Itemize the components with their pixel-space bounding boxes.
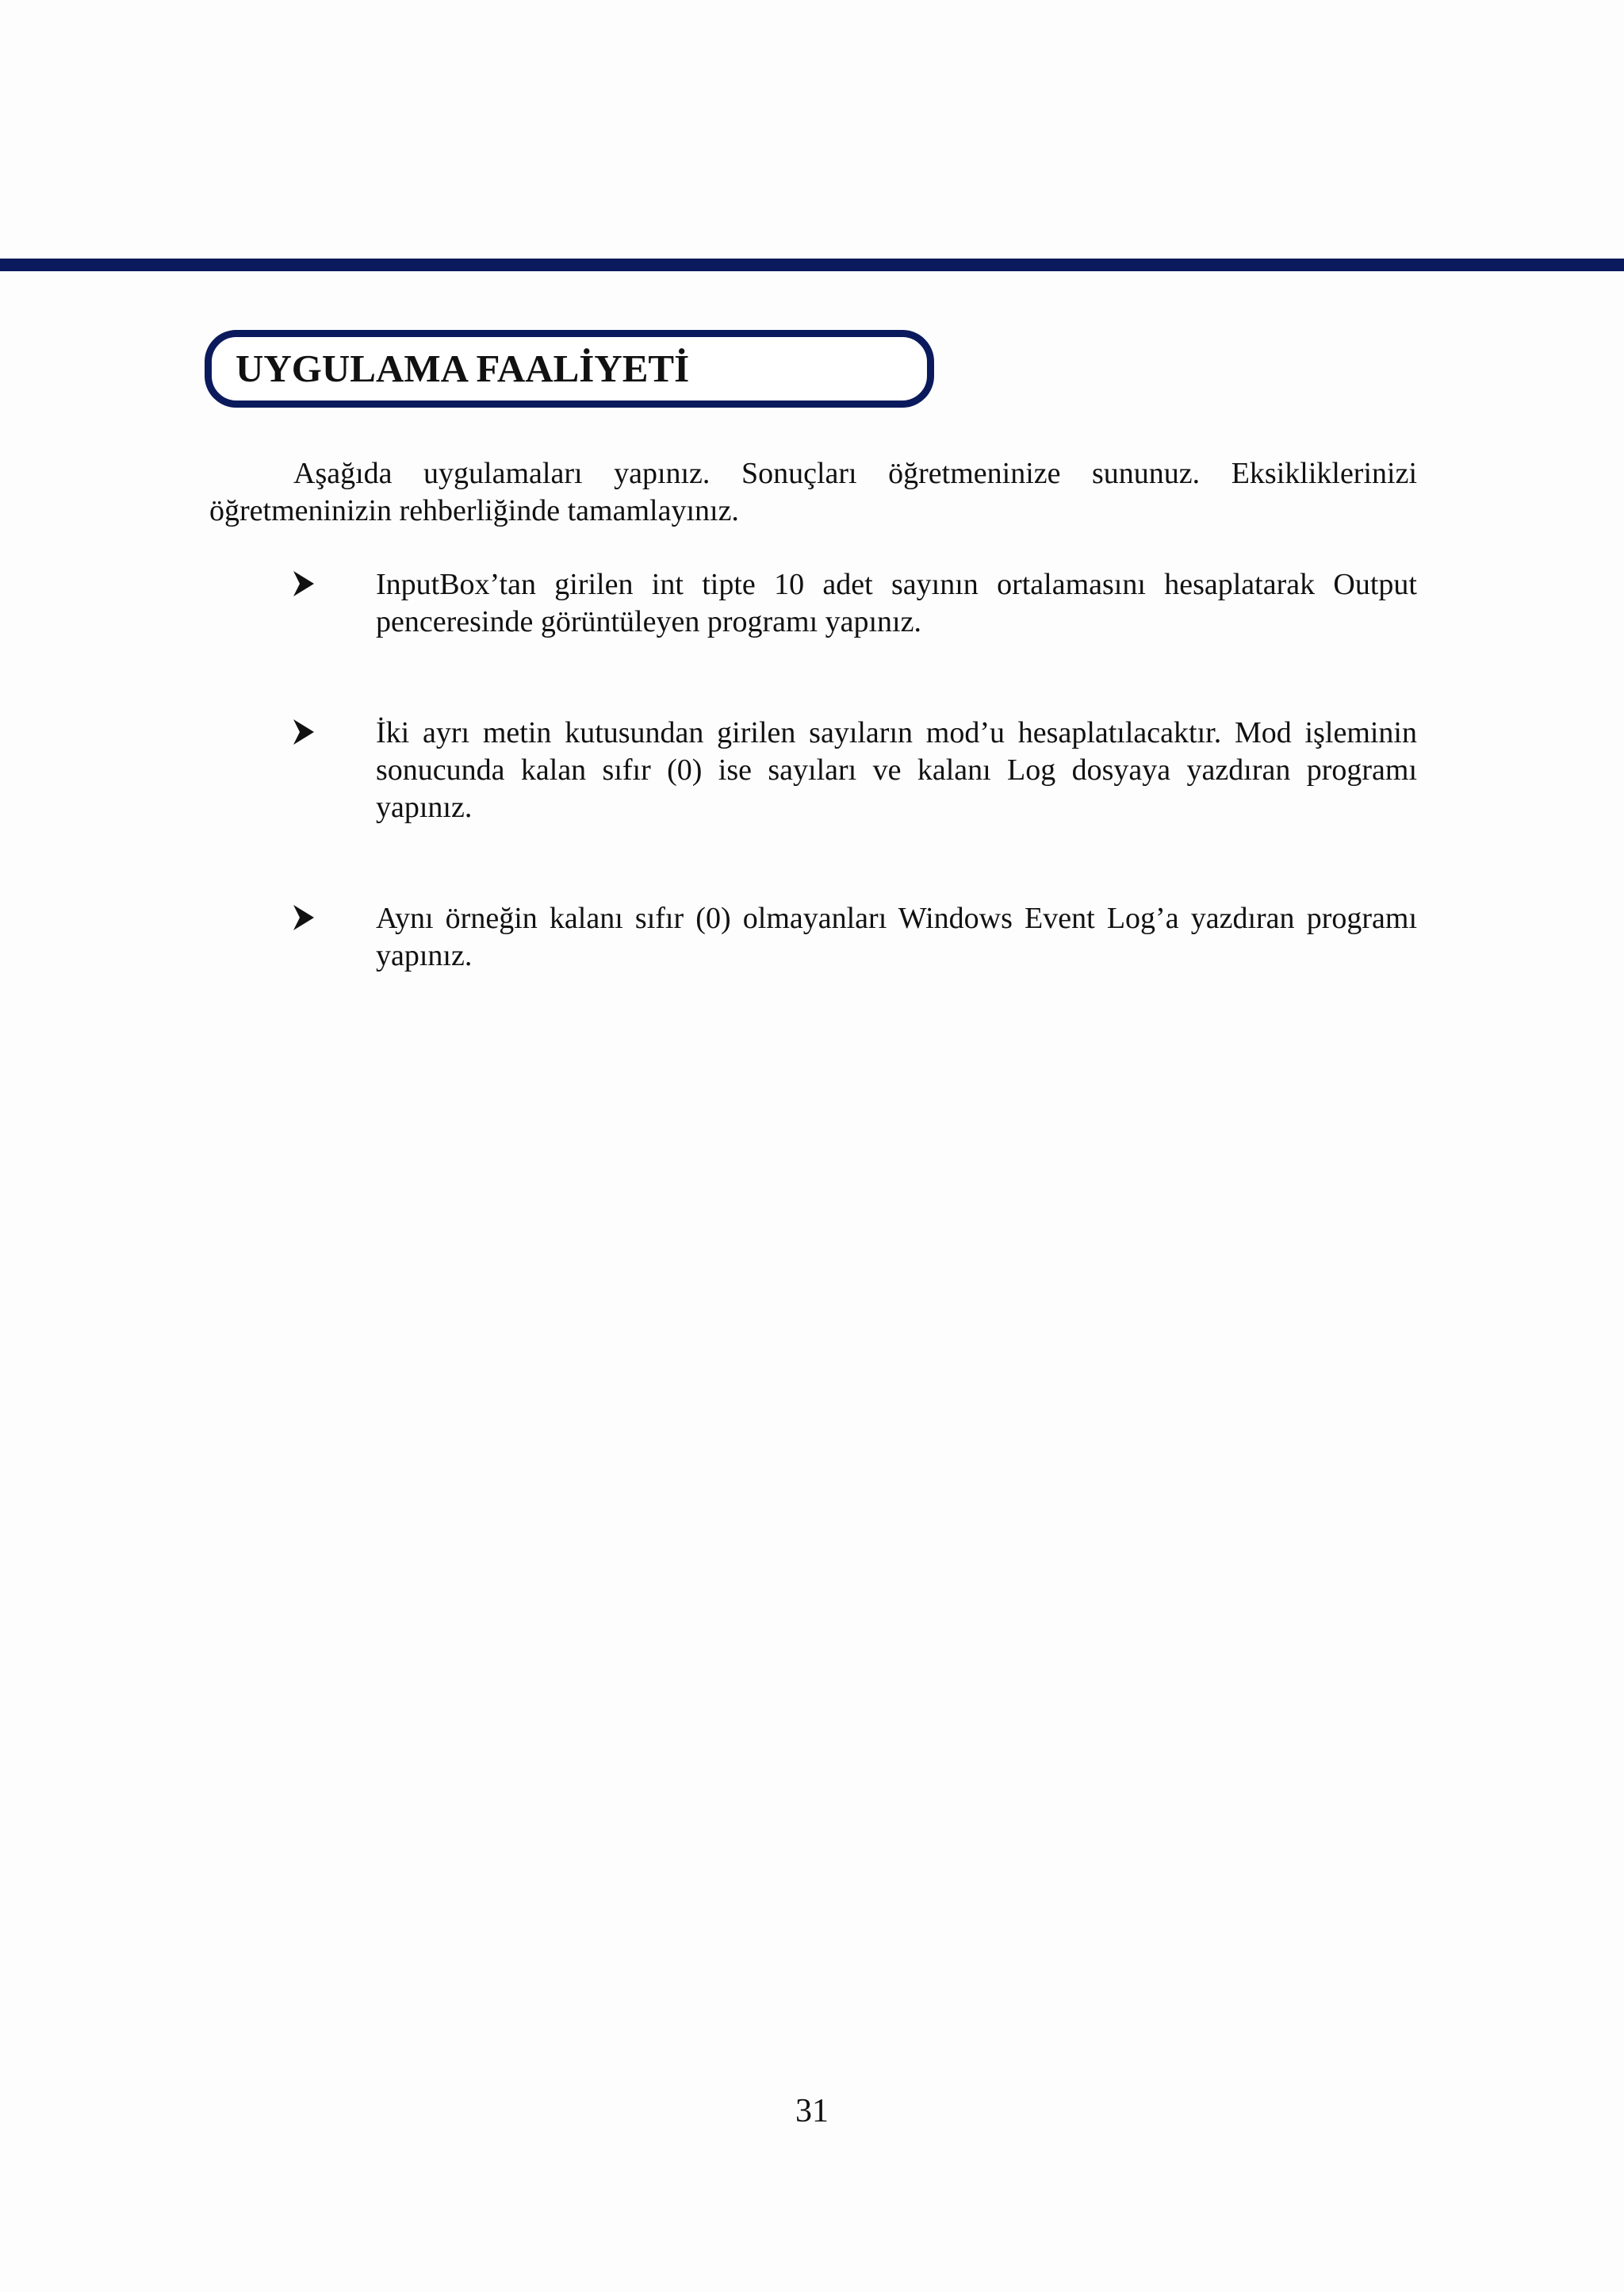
task-item <box>209 900 1417 975</box>
section-title: UYGULAMA FAALİYETİ <box>236 347 690 390</box>
arrowhead-bullet-icon <box>292 902 316 933</box>
task-text: İki ayrı metin kutusundan girilen sayıların mod’u hesaplatılacaktır. Mod işleminin sonucunda kalan sıfır (0) ise sayıları ve kalanı Log dosyaya yazdıran programı yapınız. <box>376 716 1417 824</box>
task-item <box>209 715 1417 826</box>
arrowhead-bullet-icon <box>292 716 316 748</box>
header-rule <box>0 259 1624 271</box>
intro-paragraph: Aşağıda uygulamaları yapınız. Sonuçları öğretmeninize sununuz. Eksikliklerinizi öğretmeninizin rehberliğinde tamamlayınız. <box>209 457 1417 527</box>
section-title-box <box>205 330 934 408</box>
arrowhead-bullet-icon <box>292 568 316 600</box>
task-item <box>209 566 1417 641</box>
page-content <box>209 455 1417 975</box>
page-number: 31 <box>795 2093 829 2129</box>
task-text: InputBox’tan girilen int tipte 10 adet sayının ortalamasını hesaplatarak Output penceresinde görüntüleyen programı yapınız. <box>376 568 1417 638</box>
task-text: Aynı örneğin kalanı sıfır (0) olmayanları Windows Event Log’a yazdıran programı yapınız. <box>376 902 1417 972</box>
